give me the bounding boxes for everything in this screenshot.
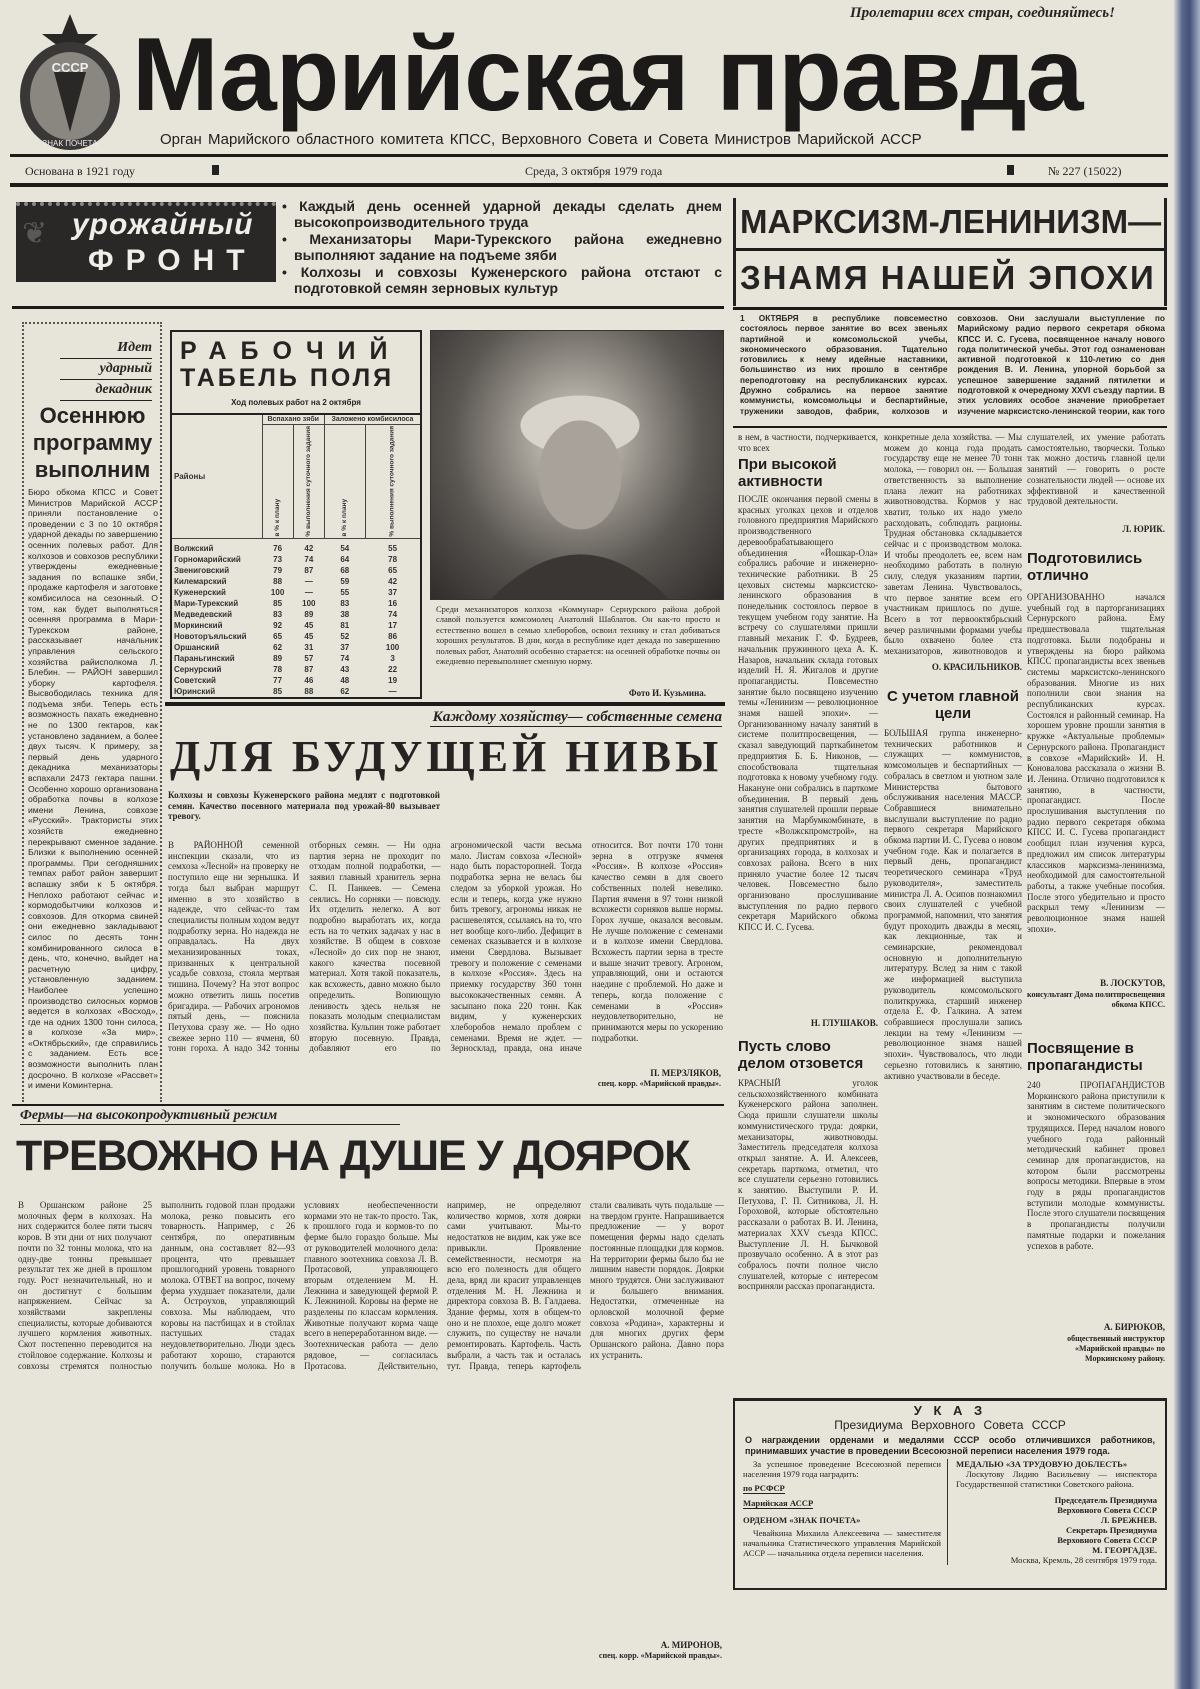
district-name: Моркинский [174,620,223,630]
district-name: Новоторъяльский [174,631,247,641]
table-cell: 65 [388,565,398,575]
marxism-intro: 1 ОКТЯБРЯ в республике повсеместно состоялось первое занятие во всех звеньях партийной и комсомольской учебы, экономического образования. Тщательно готовились к нему идейные наставники, большинство из них прошло в сентябре переподготовку на республиканских курсах. Дружно собрались на первое занятие коммунисты, комсомольцы и беспартийные, труженики заводов, фабрик, колхозов и совхозов. Они заслушали выступление по Марийскому радио первого секретаря обкома КПСС И. С. Гусева, посвященное началу нового года политической учебы. Этот год ознаменован активной подготовкой к 110-летию со дня рождения В. И. Ленина, упорной борьбой за успешное завершение заданий пятилетки и подготовкой к очередному XXVI съезду партии. В этих условиях особое значение приобретает изучение марксистско-ленинской теории, как того [740,313,1165,416]
article-heading: Посвящение в пропагандисты [1027,1040,1143,1074]
article-heading: При высокой активности [738,456,837,490]
decree-subtitle: Президиума Верховного Совета СССР [834,1418,1066,1432]
district-name: Мари-Турекский [174,598,239,608]
photo-mechanic [430,330,724,600]
table-cell: 55 [388,543,398,553]
order-emblem [14,12,126,152]
table-cell: 83 [273,609,283,619]
col-header-plan: в % к плану [324,425,365,539]
farms-signature-role: спец. корр. «Марийской правды». [598,1651,722,1660]
table-cell: 55 [340,587,350,597]
harvest-front-logo [16,202,276,282]
seeds-text: В РАЙОННОЙ семенной инспекции сказали, что из семхоза «Лесной» на проверку не поступило еще ни зернышка. И тогда был выбран маршрут именно в это хозяйство в надежде, что сейчас-то там специалисты полным ходом ведут подработку зерна. Но надежда не оправдалась. На двух механизированных токах, призванных к центральной усадьбе совхоза, стояла мертвая тишина. Почему? На этот вопрос можно ответить лишь посетив бригадира. — Рабочих агрономов пятый день, — пояснила Петухова сразу же. — Но одно свежее зерно 110 — ячменя, 60 тонн гороха. А надо 342 тонны отборных семян. — Ни одна партия зерна не проходит по отходам полной подработки, — заявил главный хранитель зерна С. П. Панкеев. — Семена сеялись. Но сорняки — повсюду. Их отделить нелегко. А вот подробно выработать их, когда есть на то четких задачах у нас в хозяйстве. В общем в совхозе «Лесной» до сих пор не знают, какого качества посевной материал. Хотя такой показатель, как всхожесть, давно можно было определить. Вопиющую ленивость здесь нельзя не показать молодым специалистам хозяйства. Кульпин тоже работает вторую посевную. Правда, добавляют его по агрономической части весьма мало. Листам совхоза «Лесной» надо быть порасторопней. Тогда подработка зерна не велась бы следом за уборкой урожая. Но если и теперь, когда уже нужно бить тревогу, агрономы никак не расшевелятся, ссылаясь на то, что нет вообще кого-либо. Дефицит в семенах сказывается и в колхозе имени Свердлова. Вызывает тревогу и положение с семенами в колхозе «Россия». Здесь на приемку государству 360 тонн высококачественных семян. А засыпано пока 220 тонн. Как видим, у куженерских хлеборобов немало проблем с семенами. Время не ждет. — Зерносклад, правда, она иначе относится. Вот почти 170 тонн зерна в отгрузке ячменя «Россия». В колхозе «Россия» качество семян в для своего собственных полей невелико. Партия ячменя в 97 тонн низкой всхожести сорняков выше нормы. Горох лучше, оказался весовым. Не лучше положение с семенами и в колхозе имени Свердлова. Всхожесть партии зерна в тресте и выше значит тревогу. Агроном, управляющий, они и остаются наедине с проблемой. Но даже и теперь, когда положение с семенами в «Россия» неудовлетворительно, не принимаются меры по ускорению подработки. [168,840,723,1054]
decree-title: У К А З [913,1403,987,1418]
table-cell: 42 [388,576,398,586]
table-cell: 52 [340,631,350,641]
table-cell: 43 [340,664,350,674]
table-cell: — [304,587,313,597]
table-cell: 81 [340,620,350,630]
seeds-kicker: Каждому хозяйству— собственные семена [430,709,722,727]
table-row [172,664,420,675]
emblem-text-badge: ЗНАК ПОЧЕТА [42,139,98,148]
article-text: слушателей, их умение работать самостоятельно, творчески. Только так можно достичь главной цели занятий — говорить о росте сознательности людей — основе их эффективной и качественной трудовой деятельности. [1027,432,1165,507]
article-signature: Н. ГЛУШАКОВ. [810,1018,878,1028]
table-cell: 22 [388,664,398,674]
col-header-silage: Заложено комбисилоса [331,416,414,423]
table-row [172,675,420,686]
district-name: Звениговский [174,565,230,575]
divider [733,307,1167,310]
table-cell: 59 [340,576,350,586]
table-cell: 87 [304,664,314,674]
district-name: Советский [174,675,216,685]
table-cell: 74 [388,609,398,619]
harvest-bullet: • Колхозы и совхозы Куженерского района отстают с подготовкой семян зерновых культур [282,264,722,296]
decree-medal-text: Лоскутову Лидию Васильевну — инспектора Государственной статистики Советского района. [956,1469,1157,1489]
farms-signature: А. МИРОНОВ, [660,1640,722,1650]
article-signature: В. ЛОСКУТОВ, [1100,978,1165,988]
table-cell: 38 [340,609,350,619]
harvest-bullet: • Каждый день осенней ударной декады сделать днем высокопроизводительного труда [282,198,722,230]
table-cell: 76 [273,543,283,553]
divider [165,702,725,706]
col-header-plan: в % к плану [262,425,293,539]
logo-word-front: ФРОНТ [88,244,257,277]
logo-word-harvest: урожайный [72,208,254,241]
table-cell: 92 [273,620,283,630]
decree-region: Марийская АССР [743,1498,814,1508]
motto: Пролетарии всех стран, соединяйтесь! [850,5,1115,21]
decree-lead: О награждении орденами и медалями СССР особо отличившихся работников, принимавших участие в проведении Всесоюзной переписи населения 1979 года. [745,1435,1155,1456]
table-subtitle: Ход полевых работ на 2 октября [172,392,420,415]
farms-kicker: Фермы—на высокопродуктивный режим [20,1108,400,1125]
article-text: в нем, в частности, подчеркивается, что всех [738,432,878,453]
decree-place-date: Москва, Кремль, 28 сентября 1979 года. [1010,1555,1157,1565]
square-bullet [1007,165,1014,175]
decree-medal: МЕДАЛЬЮ «ЗА ТРУДОВУЮ ДОБЛЕСТЬ» [956,1459,1128,1469]
seeds-lead: Колхозы и совхозы Куженерского района медлят с подготовкой семян. Качество посевного материала под урожай-80 вызывает тревогу. [168,790,440,822]
table-row [172,587,420,598]
harvest-bullet: • Механизаторы Мари-Турекского района ежедневно выполняют задание на подъеме зяби [282,231,722,263]
table-cell: 31 [304,642,314,652]
article-heading: С учетом главной цели [887,688,1019,722]
photo-caption: Среди механизаторов колхоза «Коммунар» Сернурского района доброй славой пользуется комсомолец Анатолий Шаблатов. Он как-то просто и естественно вошел в семью хлеборобов, освоил технику и стал добиваться хороших результатов. В дни, когда в республике идет декада по завершению полевых работ, Анатолий особенно старается: на осенней обработке почвы он ежедневно перевыполняет сменную норму. [436,604,720,667]
table-cell: 100 [385,642,400,652]
table-cell: 89 [304,609,314,619]
marxism-headline-line2: ЗНАМЯ НАШЕЙ ЭПОХИ [740,259,1156,296]
article-text: КРАСНЫЙ уголок сельскохозяйственного комбината Куженерского района заполнен. Сюда пришли слушатели школы коммунистического труда: доярки, механизаторы, животноводы. Заместитель председателя колхоза открыл занятие. А. И. Алексеев, секретарь парткома, отметил, что все слушатели серьезно готовились к занятию. Выступили Р. И. Петухова, Г. П. Ситникова, Л. Н. Гороховой, которые обстоятельно рассказали о работах В. И. Ленина, материалах XXV съезда КПСС. Выступление Л. Н. Бычковой прозвучало особенно. А в этот раз собралось почти полное число слушателей, которые с интересом восприняли рассказ пропагандиста. [738,1078,878,1292]
table-row [172,620,420,631]
table-cell: 45 [304,620,314,630]
marxism-headline-line1: МАРКСИЗМ-ЛЕНИНИЗМ— [740,203,1162,240]
table-cell: 74 [340,653,350,663]
district-name: Оршанский [174,642,220,652]
table-cell: 89 [273,653,283,663]
district-name: Куженерский [174,587,226,597]
table-row [172,538,420,554]
decree-right-column [948,1459,1157,1565]
table-cell: 42 [304,543,314,553]
table-cell: 88 [304,686,314,696]
table-row [172,554,420,565]
field-report-table-box [170,330,422,699]
wheat-icon: ❦ [22,217,48,250]
table-cell: 54 [340,543,350,553]
table-cell: 83 [340,598,350,608]
district-name: Горномарийский [174,554,241,564]
photo-credit: Фото И. Кузьмина. [628,688,706,698]
decree-intro: За успешное проведение Всесоюзной переписи населения 1979 года наградить: [743,1459,941,1479]
table-cell: 78 [388,554,398,564]
table-cell: 57 [304,653,314,663]
founded-note: Основана в 1921 году [25,164,136,178]
seeds-headline: ДЛЯ БУДУЩЕЙ НИВЫ [170,732,723,781]
article-heading: Пусть слово делом отзовется [738,1038,864,1072]
divider [736,248,1164,251]
table-cell: 16 [388,598,398,608]
left-article-title: Осеннюю программу выполним [32,403,153,482]
divider [12,306,724,309]
district-name: Волжский [174,543,214,553]
district-name: Юринский [174,686,216,696]
table-cell: 45 [304,631,314,641]
table-cell: 87 [304,565,314,575]
emblem-text-ussr: СССР [51,60,89,75]
table-row [172,598,420,609]
decree-box [733,1398,1167,1590]
table-cell: 19 [388,675,398,685]
table-cell: 46 [304,675,314,685]
table-row [172,631,420,642]
newspaper-subtitle: Орган Марийского областного комитета КПСС, Верховного Совета и Совета Министров Марийской АССР [160,131,922,148]
article-signature-role: консультант Дома политпросвещения обкома КПСС. [1027,990,1165,1009]
left-article-text: Бюро обкома КПСС и Совет Министров Марийской АССР приняли постановление о проведении с 3 по 10 октября ударной декады по завершению осенних полевых работ. Для колхозов и совхозов республики утверждены ежедневные задания по вспашке зяби, продаже картофеля и заготовке комбисилоса на сезонный. О том, как будет выполняться осенняя программа в Мари-Турекском районе, рассказывает начальник управления сельского хозяйства райисполкома Л. Блебин. — РАЙОН завершил уборку картофеля. Высвободилась техника для подъема зяби. Теперь есть возможность пахать ежедневно не по 1300 гектаров, как установлено заданием, а более двух тысяч. К примеру, за первый день ударного декадника механизаторы вспахали 2473 гектара пашни. Особенно хорошо организована обработка почвы в колхозе имени Ленина, совхозе «Русский». Трактористы этих хозяйств ежедневно перекрывают сменное задание. Близки к выполнению осенней программы. При сегодняшних темпах работ район завершит вспашку зяби к 5 октября. Неплохо работают сейчас и кормодобытчики колхозов и совхозов. Для откорма свиней они ежедневно закладывают силос по десять тонн комбинированного силоса в день, что, конечно, выйдет на расчетную цифру, установленную заданием. Наиболее успешно производство силосных кормов ведется в колхозах «Восход», где на одних 1300 тонн силоса, в колхозе «За мир», «Октябрьский», где справились с заданием. Есть все возможности выполнить план досрочно. В колхозе «Рассвет» и имени Коминтерна. [28,487,158,1091]
table-row [172,609,420,620]
col-header-daily: % выполнения суточного задания [388,426,396,537]
table-cell: — [388,686,397,696]
table-cell: 65 [273,631,283,641]
district-name: Медведевский [174,609,232,619]
table-row [172,576,420,587]
table-title-line1: РАБОЧИЙ [180,337,402,365]
kicker-line: Идет [60,338,152,359]
divider [12,1104,724,1106]
seeds-signature: П. МЕРЗЛЯКОВ, [650,1068,721,1078]
decree-order: ОРДЕНОМ «ЗНАК ПОЧЕТА» [743,1515,861,1525]
divider [10,154,1168,157]
issue-date: Среда, 3 октября 1979 года [525,164,663,178]
table-row [172,642,420,653]
kicker-line: декадник [60,380,152,401]
table-row [172,565,420,576]
article-signature: О. КРАСИЛЬНИКОВ. [931,662,1022,672]
article-text: ОРГАНИЗОВАННО начался учебный год в парторганизациях Сернурского района. Ему предшествовала тщательная подготовка. Были подобраны и утверждены на бюро райкома КПСС пропагандисты всех звеньев системы марксистско-ленинского образования. Многие из них пополнили свои знания на республиканских курсах. Состоялся и районный семинар. На хорошем уровне прошли занятия в кружке «Актуальные проблемы» Сернурского района. Пропагандист в совхозе «Марийский» И. Н. Коновалова рассказала о жизни В. И. Ленина. Отлично подготовился к занятию, в частности, пропагандист. После прослушивания выступления по радио первого секретаря обкома КПСС И. С. Гусева пропагандист сообщил план изучения курса, предложил им список литературы классиков марксизма-ленинизма, необходимой для самостоятельной работы, а также учебные пособия. После этого убедительно и просто раскрыл тему «Ленинизм — революционное знамя нашей эпохи». [1027,592,1165,934]
table-cell: — [304,576,313,586]
article-signature: Л. ЮРИК. [1122,524,1165,534]
farms-text: В Оршанском районе 25 молочных ферм в колхозах. На них содержится более пяти тысяч коров. В эти дни от них получают почти по 32 тонны молока, что на одну-две тонны превышает результат тех же дней в прошлом году. Рост незначительный, но и он достигнут с большим напряжением. Сейчас за хозяйствами закреплены специалисты, которые добиваются лучшего кормления животных. Скот постепенно переводится на стойловое содержание. Колхозы и совхозы стремятся полностью выполнить годовой план продажи молока, резко повысить его товарность. Например, с 26 сентября, по оперативным данным, она составляет 82—93 процента, что превышает прошлогодний уровень товарного молока. ОТВЕТ на вопрос, почему ферма ухудшает показатели, дали А. Остроухов, управляющий совхоза. Мы наблюдаем, что коровы на пастбищах и в стойлах пастушьих стадах неудовлетворительно. Люди здесь работают хорошо, стараются получить больше молока. Но в условиях необеспеченности кормами это не так-то просто. Так, к прошлого года и кормов-то по ферме было гораздо больше. Мы от руководителей молочного дела: главного зоотехника совхоза Л. В. Протасовой, управляющего вторым отделением М. Н. Лежнина и заведующей фермой Р. К. Лежниной. Коровы на ферме не разделены по классам кормления. Животные получают корма чаще всего в непереработанном виде. — Зоотехническая работа — дело рядовое, — согласилась Протасова. Действительно, например, не определяют количество кормов, хотя доярки сами учитывают. Мы-то недостатков не видим, как уже все привыкли. Проявление семейственности, несмотря на всю его полезность для общего дела, вряд ли красит управленцев отделения М. Н. Лежнина и директора совхоза В. В. Галдаева. Здание фермы, хотя в общем-то оно и не плохое, еще долго может служить, по существу не начали ремонтировать. Картофель. Часть выбрали, а часть так и осталась тут. Правда, теперь картофель стали сваливать чуть подальше — на твердом грунте. Напрашивается предложение — у ворот помещения фермы надо сделать постоянные площадки для кормов. На территории фермы было бы не лишним навести порядок. Доярки много трудятся. Они заслуживают и большего внимания. Недостатки, отмеченные на орловской молочной ферме совхоза «Родина», характерны и для многих других ферм Оршанского района. Давно пора их устранить. [18,1200,724,1371]
square-bullet [212,165,219,175]
article-signature: А. БИРЮКОВ, [1103,1322,1165,1332]
article-text: БОЛЬШАЯ группа инженерно-технических работников и служащих — коммунистов, комсомольцев и беспартийных — собралась в светлом и уютном зале Министерства бытового обслуживания населения МАССР. Собравшиеся внимательно выслушали выступление по радио первого секретаря Марийского обкома партии И. С. Гусева о новом учебном годе. Как и полагается в первый день, пропагандист теоретического семинара «Труд руководителя», заместитель министра Л. А. Осипов познакомил своих слушателей с учебной программой, напомнил, что занятия будут проходить дважды в месяц, как лекционные, так и семинарские, рекомендовал основную и дополнительную литературу. Вслед за ним с такой же информацией выступила руководитель комсомольского политкружка, старший инженер отдела Е. Ф. Галкина. А затем собравшиеся прослушали запись лекции на тему «Ленинизм — революционное знамя нашей эпохи». Чувствовалось, что люди серьезно готовились к занятию, активно участвовали в беседе. [884,728,1022,1081]
table-cell: 37 [388,587,398,597]
table-title-line2: ТАБЕЛЬ ПОЛЯ [180,364,395,392]
col-header-district: Районы [172,415,262,538]
district-name: Параньгинский [174,653,235,663]
table-cell: 64 [340,554,350,564]
table-cell: 17 [388,620,398,630]
district-name: Сернурский [174,664,222,674]
table-row [172,686,420,697]
table-cell: 73 [273,554,283,564]
divider [733,426,1167,428]
table-cell: 79 [273,565,283,575]
table-cell: 100 [270,587,285,597]
col-header-daily: % выполнения суточного задания [293,425,324,539]
issue-number: № 227 (15022) [1048,164,1122,178]
table-cell: 48 [340,675,350,685]
article-text: 240 ПРОПАГАНДИСТОВ Моркинского района приступили к занятиям в системе политического и экономического образования трудящихся. Перед началом нового учебного года районный методический кабинет провел семинар для пропагандистов, на котором были рассмотрены вопросы методики. Впервые в этом году в ряды пропагандистов вступили молодые коммунисты. После этого слушатели посвящения в пропагандисты получили памятные подарки и пожелания успехов в работе. [1027,1080,1165,1251]
marxism-headline-box [733,198,1167,306]
divider [10,183,1168,187]
decree-signature-chairman: Председатель Президиума Верховного Совета СССР Л. БРЕЖНЕВ. [1054,1495,1157,1525]
table-cell: 86 [388,631,398,641]
table-cell: 78 [273,664,283,674]
table-cell: 37 [340,642,350,652]
article-heading: Подготовились отлично [1027,550,1143,584]
decree-signature-secretary: Секретарь Президиума Верховного Совета СССР М. ГЕОРГАДЗЕ. [1057,1525,1157,1555]
harvest-bullets [282,199,722,296]
kicker-line: ударный [60,359,152,380]
table-cell: 85 [273,686,283,696]
table-cell: 74 [304,554,314,564]
decree-order-text: Чевайкина Михаила Алексеевича — заместителя начальника Статистического управления Марийской АССР — начальника отдела переписи населения. [743,1528,941,1558]
table-cell: 100 [302,598,316,608]
farms-headline: ТРЕВОЖНО НА ДУШЕ У ДОЯРОК [16,1132,690,1180]
table-row [172,653,420,664]
table-cell: 62 [340,686,350,696]
decree-left-column [743,1459,948,1565]
table-cell: 85 [273,598,283,608]
table-cell: 88 [273,576,283,586]
col-header-plowing: Вспахано зяби [262,415,324,425]
newspaper-title: Марийская правда [132,17,1083,133]
table-cell: 62 [273,642,283,652]
decree-rsfsr: по РСФСР [743,1483,785,1493]
district-name: Килемарский [174,576,227,586]
table-cell: 3 [390,653,395,663]
table-cell: 77 [273,675,283,685]
article-text: ПОСЛЕ окончания первой смены в красных уголках цехов и отделов головного предприятия Марийского производственного деревообрабатывающего объединения «Йошкар-Ола» собрались рабочие и инженерно-технические работники. В 25 цеховых системы марксистско-ленинского образования в понедельник состоялось первое в текущем учебном году занятие. На встречу со слушателями пришли главный механик Г. Ф. Будреев, начальник пружинного цеха А. К. Назаров, начальник склада готовых изделий Н. Я. Жигалов и другие пропагандисты. Повсеместно занятие было посвящено изучению темы «Ленинизм — революционное знамя нашей эпохи». — Организованному началу занятий в системе политпросвещения, — сказал заведующий парткабинетом предприятия Б. Б. Никонов, — способствовала тщательная подготовка к новому учебному году. Накануне они собрались в парткоме объединения. В первый день занятия слушателей прошли первые занятия на Марбумкомбинате, в тресте «Волжскпромстрой», на других предприятиях и в организациях города, в колхозах и совхозах района. Всего в них приняло участие более 12 тысяч человек. Повсеместно было организовано прослушивание выступления по радио первого секретаря Марийского обкома КПСС И. С. Гусева. [738,494,878,933]
article-signature-role: общественный инструктор «Марийской правды» по Моркинскому району. [1067,1334,1165,1363]
article-text: конкретные дела хозяйства. — Мы можем до конца года продать государству еще не менее 70 тонн молока, — говорил он. — Большая ответственность за выполнение плана лежит на работниках животноводства. Кормов у нас хватит, только их надо умело расходовать, соблюдать рационы. Трудная обстановка складывается сейчас и с производством молока. И чтобы преодолеть ее, всем нам необходимо работать в полную силу, следуя указаниям партии, заветам Ленина. Чувствовалось, что первое занятие всем его участникам пришлось по душе. Всего в тот первооктябрьский вечер различными формами учебы было охвачено более ста механизаторов, животноводов и [884,432,1022,657]
table-cell: 68 [340,565,350,575]
field-report-table [172,415,420,697]
portrait-illustration [431,331,723,599]
seeds-signature-role: спец. корр. «Марийской правды». [597,1079,721,1088]
kicker-decade [60,338,152,401]
scan-edge [1174,0,1200,1689]
